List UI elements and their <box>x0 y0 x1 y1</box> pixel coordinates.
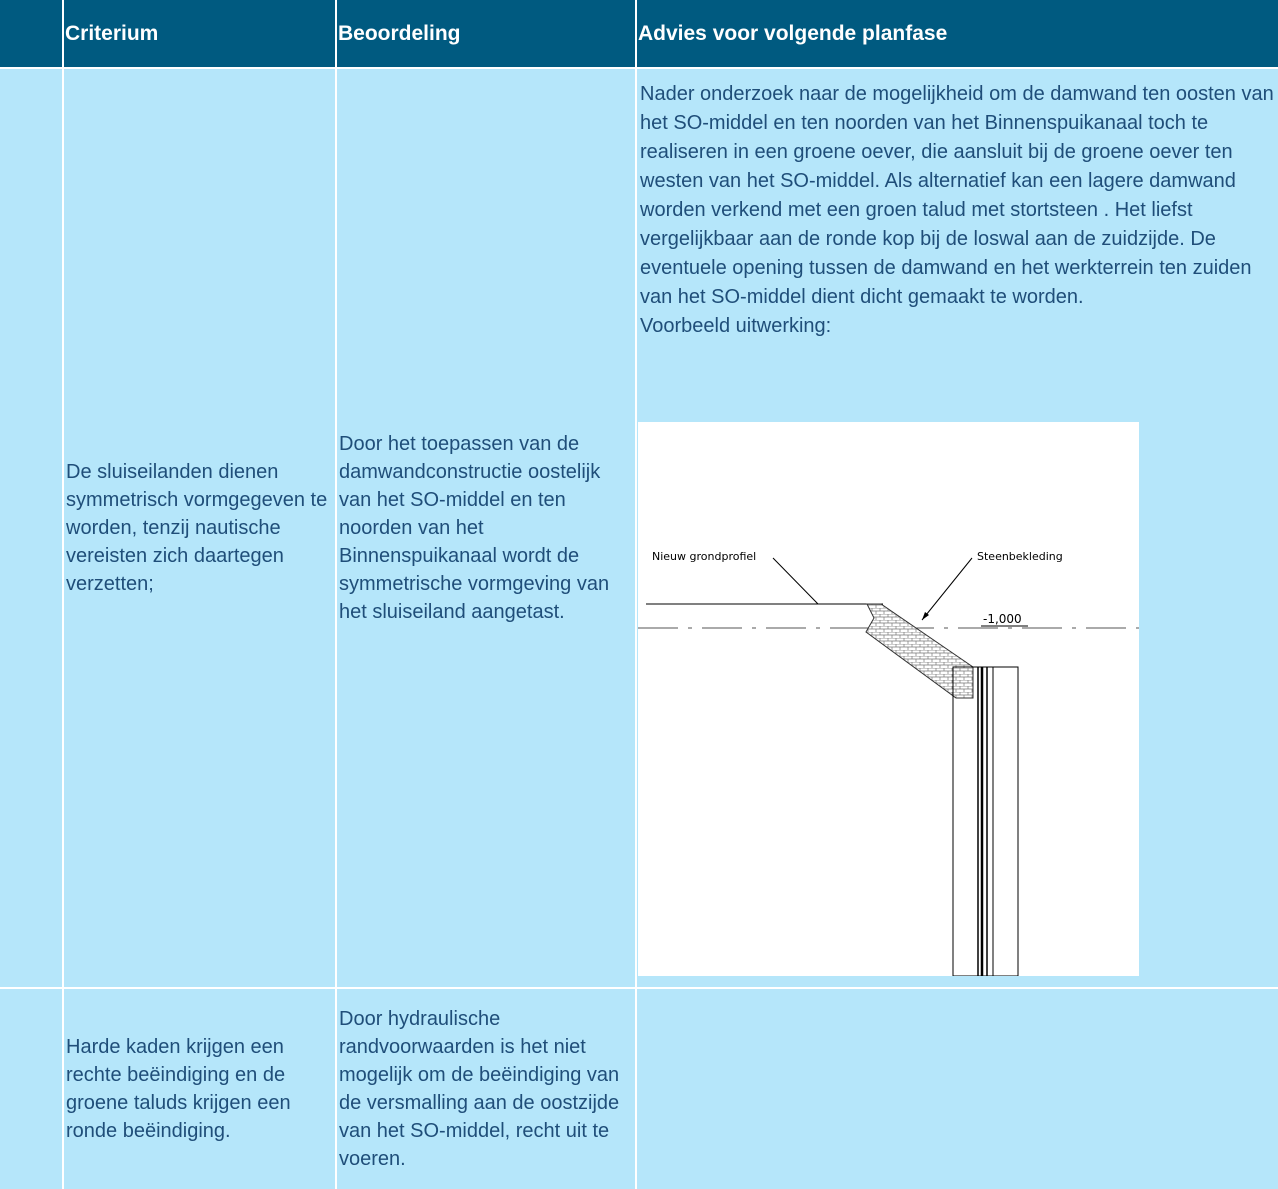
leader-left <box>773 558 818 604</box>
grid-hline-1 <box>0 67 1278 69</box>
header-beoordeling: Beoordeling <box>336 0 636 68</box>
row2-criterium: Harde kaden krijgen een rechte beëindiging en de groene taluds krijgen een ronde beëindiging. <box>66 1035 291 1142</box>
row1-advies-block <box>640 80 1278 341</box>
cross-section-drawing <box>638 422 1139 976</box>
grid-hline-2 <box>0 987 1278 989</box>
label-nieuw-grondprofiel: Nieuw grondprofiel <box>652 550 757 563</box>
grid-vline-2 <box>335 0 337 1189</box>
row1-blank <box>0 68 63 988</box>
label-level: -1,000 <box>983 612 1022 626</box>
sheet-pile-outer <box>953 667 1018 976</box>
grid-vline-3 <box>635 0 637 1189</box>
label-steenbekleding: Steenbekleding <box>977 550 1063 563</box>
row2-beoordeling-cell <box>336 988 636 1189</box>
row1-voorbeeld-label: Voorbeeld uitwerking: <box>640 315 832 337</box>
row1-criterium-cell <box>63 68 336 988</box>
row2-blank <box>0 988 63 1189</box>
row2-beoordeling: Door hydraulische randvoorwaarden is het niet mogelijk om de beëindiging van de versmalling aan de oostzijde van het SO-middel, recht uit te voeren. <box>339 1007 620 1170</box>
cross-section-svg <box>638 422 1139 976</box>
row1-advies: Nader onderzoek naar de mogelijkheid om de damwand ten oosten van het SO-middel en ten noorden van het Binnenspuikanaal toch te realiseren in een groene oever, die aansluit bij de groene oever ten westen van het SO-middel. Als alternatief kan een lagere damwand worden verkend met een groen talud met stortsteen . Het liefst vergelijkbaar aan de ronde kop bij de loswal aan de zuidzijde. De eventuele opening tussen de damwand en het werkterrein ten zuiden van het SO-middel dient dicht gemaakt te worden. <box>640 83 1274 308</box>
row1-beoordeling: Door het toepassen van de damwandconstructie oostelijk van het SO-middel en ten noorden van het Binnenspuikanaal wordt de symmetrische vormgeving van het sluiseiland aangetast. <box>339 433 610 623</box>
stone-revetment <box>866 604 973 698</box>
leader-right <box>922 558 972 620</box>
header-criterium: Criterium <box>63 0 336 68</box>
row2-criterium-cell <box>63 988 336 1189</box>
header-cell-blank <box>0 0 63 68</box>
row2-advies-cell <box>636 988 1278 1189</box>
row1-criterium: De sluiseilanden dienen symmetrisch vormgegeven te worden, tenzij nautische vereisten zich daartegen verzetten; <box>66 461 328 595</box>
header-advies: Advies voor volgende planfase <box>636 0 1278 68</box>
grid-vline-1 <box>62 0 64 1189</box>
row1-beoordeling-cell <box>336 68 636 988</box>
